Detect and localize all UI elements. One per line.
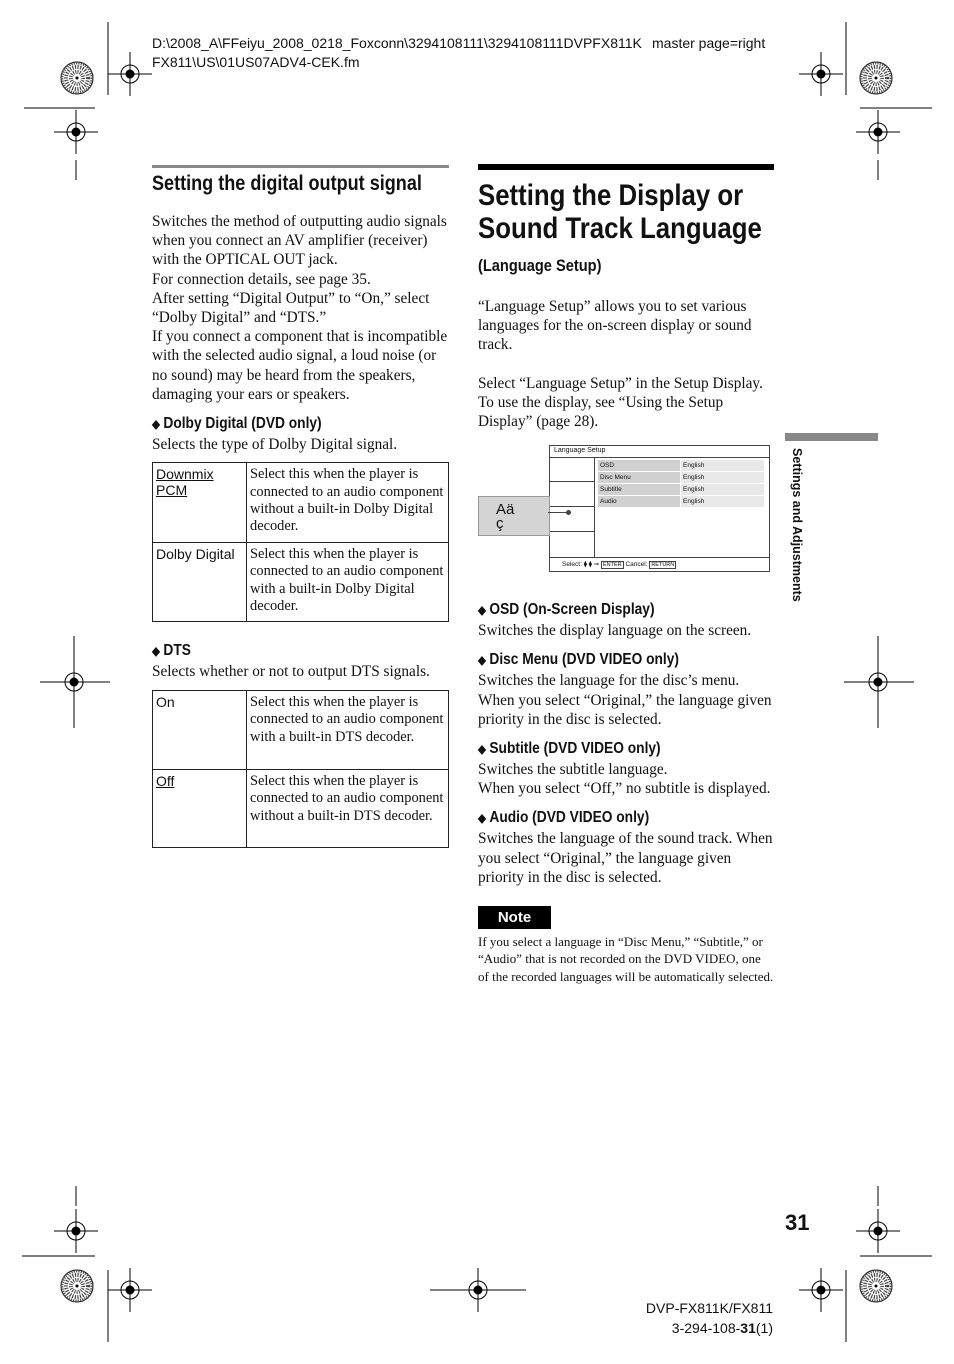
sidebar-slot xyxy=(549,482,594,507)
footer-select-label: Select: xyxy=(562,561,582,569)
option-key: On xyxy=(153,690,247,769)
subheading-label: DTS xyxy=(163,642,191,660)
note-label xyxy=(478,906,551,929)
subheading-label: Disc Menu (DVD VIDEO only) xyxy=(489,651,679,669)
option-description: Select this when the player is connected to an audio component without a built-in DTS decoder. xyxy=(247,769,449,847)
item-description: Switches the display language on the screen. xyxy=(478,622,752,640)
footer-cancel-label: Cancel: xyxy=(625,561,648,569)
dolby-digital-subheading xyxy=(152,415,407,435)
right-column xyxy=(478,164,774,985)
page-title-line: Sound Track Language xyxy=(478,212,762,245)
dts-options-table xyxy=(152,690,449,848)
diamond-bullet-icon: ◆ xyxy=(152,417,160,432)
language-settings-list xyxy=(598,460,764,507)
intro-paragraph: For connection details, see page 35. xyxy=(152,270,371,288)
dts-description: Selects whether or not to output DTS signals. xyxy=(152,663,430,681)
setting-label: Disc Menu xyxy=(598,472,680,483)
diamond-bullet-icon: ◆ xyxy=(152,644,160,659)
return-key: RETURN xyxy=(651,562,675,569)
setup-display-illustration xyxy=(478,445,774,585)
subheading-label: OSD (On-Screen Display) xyxy=(489,601,655,619)
right-arrow-icon: ➞ xyxy=(593,561,600,569)
sidebar-slot xyxy=(549,507,594,532)
page-number: 31 xyxy=(785,1210,810,1235)
screen-title: Language Setup xyxy=(554,447,606,455)
diamond-bullet-icon: ◆ xyxy=(478,742,486,757)
option-description: Select this when the player is connected to an audio component without a built-in Dolby Digital decoder. xyxy=(247,463,449,543)
diamond-bullet-icon: ◆ xyxy=(478,603,486,618)
intro-text xyxy=(152,212,449,404)
setting-label: Audio xyxy=(598,496,680,507)
page-subtitle: (Language Setup) xyxy=(478,256,602,275)
subheading-label: Audio (DVD VIDEO only) xyxy=(489,809,650,827)
list-item[interactable] xyxy=(598,484,764,495)
dolby-digital-options-table xyxy=(152,462,449,622)
setting-label: OSD xyxy=(598,460,680,471)
sidebar-slot xyxy=(549,457,594,482)
page-title xyxy=(478,179,762,245)
note-label-text: Note xyxy=(497,909,532,927)
list-item[interactable] xyxy=(598,460,764,471)
page-title-line: Setting the Display or xyxy=(478,179,744,212)
language-icon xyxy=(478,496,550,536)
table-row xyxy=(153,690,449,769)
option-key: Downmix PCM xyxy=(153,463,247,543)
document-code xyxy=(672,1320,773,1336)
option-description: Select this when the player is connected to an audio component with a built-in DTS decoder. xyxy=(247,690,449,769)
setting-value: English xyxy=(681,496,764,507)
subheading-label: Dolby Digital (DVD only) xyxy=(163,415,322,433)
note-text: If you select a language in “Disc Menu,” “Subtitle,” or “Audio” that is not recorded on the DVD VIDEO, one of the recorded languages will be automatically selected. xyxy=(478,934,774,984)
dts-subheading xyxy=(152,642,407,662)
list-item[interactable] xyxy=(598,472,764,483)
code-suffix: (1) xyxy=(755,1320,773,1336)
table-row xyxy=(153,769,449,847)
side-tab-bar xyxy=(785,433,878,441)
language-icon-glyph: Aä ç xyxy=(496,501,515,533)
enter-key: ENTER xyxy=(603,562,622,569)
osd-subheading xyxy=(478,601,733,621)
diamond-bullet-icon: ◆ xyxy=(478,653,486,668)
screen-footer xyxy=(562,560,676,568)
subheading-label: Subtitle (DVD VIDEO only) xyxy=(489,740,661,758)
setting-value: English xyxy=(681,472,764,483)
file-path-line1: D:\2008_A\FFeiyu_2008_0218_Foxconn\3294108111\3294108111DVPFX811K xyxy=(152,35,642,51)
item-description: Switches the subtitle language. When you select “Off,” no subtitle is displayed. xyxy=(478,761,771,798)
left-column xyxy=(152,165,449,848)
setting-value: English xyxy=(681,460,764,471)
disc-menu-subheading xyxy=(478,651,733,671)
table-row xyxy=(153,542,449,622)
section-heading: Setting the digital output signal xyxy=(152,172,422,195)
option-description: Select this when the player is connected to an audio component with a built-in Dolby Digital decoder. xyxy=(247,542,449,622)
up-down-arrows-icon: ⧫ ⧫ xyxy=(583,561,592,569)
subtitle-subheading xyxy=(478,740,733,760)
side-tab-text: Settings and Adjustments xyxy=(790,448,804,602)
file-path-line2: FX811\US\01US07ADV4-CEK.fm xyxy=(152,54,360,70)
side-tab-label xyxy=(788,448,808,618)
option-key: Dolby Digital xyxy=(153,542,247,622)
audio-subheading xyxy=(478,809,733,829)
intro-paragraph: Select “Language Setup” in the Setup Display. To use the display, see “Using the Setup Display” (page 28). xyxy=(478,374,763,431)
section-rule xyxy=(152,165,449,168)
screen-sidebar xyxy=(549,457,595,557)
item-description: Switches the language of the sound track. When you select “Original,” the language given priority in the disc is selected. xyxy=(478,830,773,886)
master-page-label: master page=right xyxy=(652,35,766,51)
dolby-digital-description: Selects the type of Dolby Digital signal. xyxy=(152,436,398,454)
title-rule xyxy=(478,164,774,170)
setting-value: English xyxy=(681,484,764,495)
intro-paragraph: Switches the method of outputting audio signals when you connect an AV amplifier (receiver) with the OPTICAL OUT jack. xyxy=(152,213,447,269)
table-row xyxy=(153,463,449,543)
list-item[interactable] xyxy=(598,496,764,507)
model-number: DVP-FX811K/FX811 xyxy=(645,1300,773,1316)
intro-paragraph: If you connect a component that is incompatible with the selected audio signal, a loud noise (or no sound) may be heard from the speakers, damaging your ears or speakers. xyxy=(152,328,448,403)
setting-label: Subtitle xyxy=(598,484,680,495)
code-page: 31 xyxy=(740,1320,756,1336)
item-description: Switches the language for the disc’s menu. When you select “Original,” the language given priority in the disc is selected. xyxy=(478,672,772,728)
intro-paragraph: “Language Setup” allows you to set various languages for the on-screen display or sound track. xyxy=(478,298,752,354)
code-prefix: 3-294-108- xyxy=(671,1320,741,1336)
diamond-bullet-icon: ◆ xyxy=(478,811,486,826)
icon-connector xyxy=(548,512,568,513)
intro-paragraph: After setting “Digital Output” to “On,” select “Dolby Digital” and “DTS.” xyxy=(152,289,430,327)
option-key: Off xyxy=(153,769,247,847)
screen-footer-rule xyxy=(549,557,769,558)
